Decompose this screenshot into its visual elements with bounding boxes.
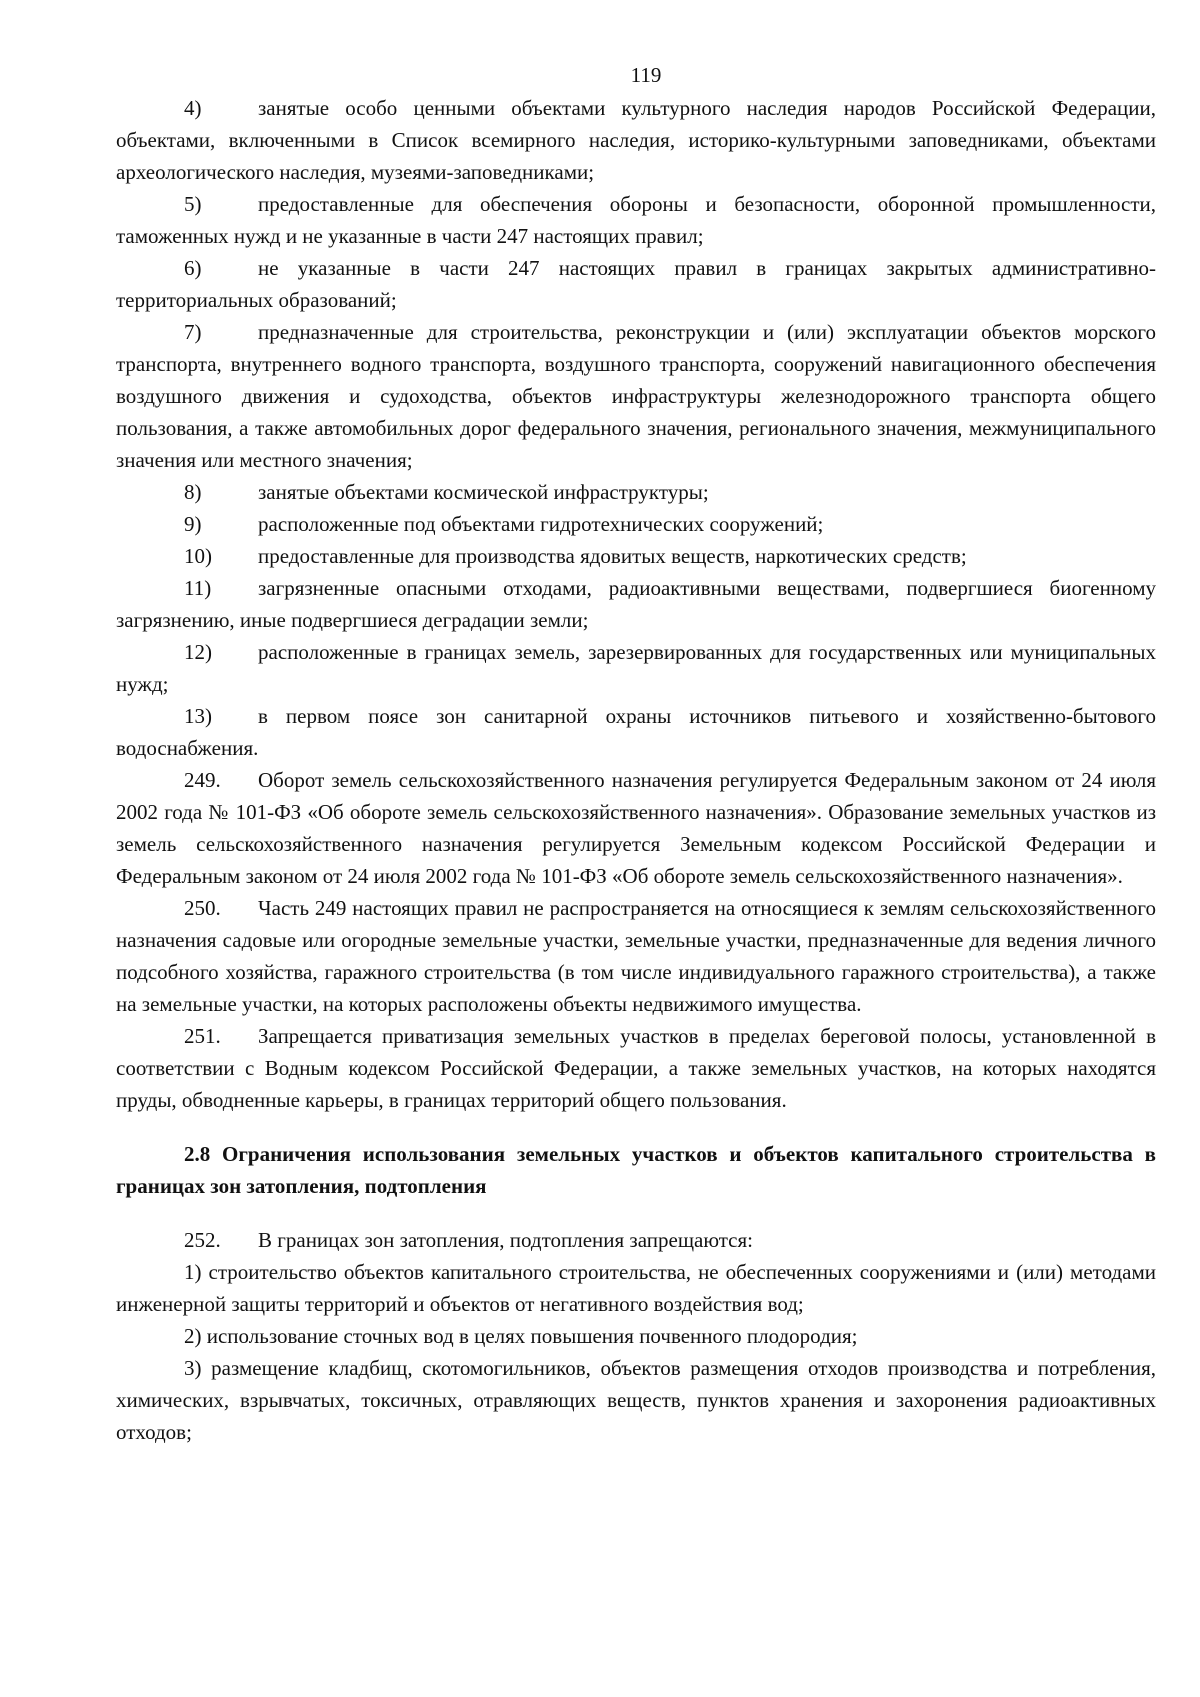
list-item-7: [116, 316, 1156, 476]
list-item-number: 10): [184, 544, 212, 568]
section-252: [116, 1224, 1156, 1256]
section-number: 250.: [184, 896, 221, 920]
list-item-9: [116, 508, 1156, 540]
section-249: [116, 764, 1156, 892]
list-item-text: не указанные в части 247 настоящих правил в границах закрытых административно-территориальных образований;: [116, 256, 1156, 312]
list-item-text: занятые особо ценными объектами культурного наследия народов Российской Федерации, объектами, включенными в Список всемирного наследия, историко-культурными заповедниками, объектами археологического наследия, музеями-заповедниками;: [116, 96, 1156, 184]
sub-item-2: 2) использование сточных вод в целях повышения почвенного плодородия;: [184, 1324, 858, 1348]
list-item-number: 9): [184, 512, 202, 536]
list-item-text: занятые объектами космической инфраструктуры;: [258, 480, 709, 504]
list-item-13: [116, 700, 1156, 764]
list-item-text: расположенные под объектами гидротехнических сооружений;: [258, 512, 824, 536]
page-number: 119: [630, 63, 662, 87]
list-item-number: 11): [184, 576, 212, 600]
section-text: Запрещается приватизация земельных участков в пределах береговой полосы, установленной в соответствии с Водным кодексом Российской Федерации, а также земельных участков, на которых находятся пруды, обводненные карьеры, в границах территорий общего пользования.: [116, 1024, 1156, 1112]
list-item-text: в первом поясе зон санитарной охраны источников питьевого и хозяйственно-бытового водоснабжения.: [116, 704, 1156, 760]
section-number: 252.: [184, 1228, 221, 1252]
list-item-text: предназначенные для строительства, реконструкции и (или) эксплуатации объектов морского транспорта, внутреннего водного транспорта, воздушного транспорта, сооружений навигационного обеспечения воздушного движения и судоходства, объектов инфраструктуры железнодорожного транспорта общего пользования, а также автомобильных дорог федерального значения, регионального значения, межмуниципального значения или местного значения;: [116, 320, 1156, 472]
sub-item-1: 1) строительство объектов капитального строительства, не обеспеченных сооружениями и (или) методами инженерной защиты территорий и объектов от негативного воздействия вод;: [116, 1260, 1156, 1316]
list-item-text: загрязненные опасными отходами, радиоактивными веществами, подвергшиеся биогенному загрязнению, иные подвергшиеся деградации земли;: [116, 576, 1156, 632]
list-item-number: 12): [184, 640, 212, 664]
section-heading: 2.8 Ограничения использования земельных участков и объектов капитального строительства в границах зон затопления, подтопления: [116, 1142, 1156, 1198]
section-text: Часть 249 настоящих правил не распространяется на относящиеся к землям сельскохозяйственного назначения садовые или огородные земельные участки, земельные участки, предназначенные для ведения личного подсобного хозяйства, гаражного строительства (в том числе индивидуального гаражного строительства), а также на земельные участки, на которых расположены объекты недвижимого имущества.: [116, 896, 1156, 1016]
list-item-number: 8): [184, 480, 202, 504]
list-item-5: [116, 188, 1156, 252]
list-item-10: [116, 540, 1156, 572]
list-item-8: [116, 476, 1156, 508]
document-page: [116, 60, 1156, 1448]
section-text: Оборот земель сельскохозяйственного назначения регулируется Федеральным законом от 24 июля 2002 года № 101-ФЗ «Об обороте земель сельскохозяйственного назначения». Образование земельных участков из земель сельскохозяйственного назначения регулируется Земельным кодексом Российской Федерации и Федеральным законом от 24 июля 2002 года № 101-ФЗ «Об обороте земель сельскохозяйственного назначения».: [116, 768, 1156, 888]
list-item-text: предоставленные для производства ядовитых веществ, наркотических средств;: [258, 544, 967, 568]
section-number: 249.: [184, 768, 221, 792]
list-item-number: 4): [184, 96, 202, 120]
list-item-11: [116, 572, 1156, 636]
section-250: [116, 892, 1156, 1020]
list-item-text: предоставленные для обеспечения обороны и безопасности, оборонной промышленности, таможенных нужд и не указанные в части 247 настоящих правил;: [116, 192, 1156, 248]
list-item-number: 7): [184, 320, 202, 344]
list-item-12: [116, 636, 1156, 700]
section-251: [116, 1020, 1156, 1116]
list-item-number: 5): [184, 192, 202, 216]
list-item-4: [116, 92, 1156, 188]
list-item-number: 6): [184, 256, 202, 280]
list-item-text: расположенные в границах земель, зарезервированных для государственных или муниципальных нужд;: [116, 640, 1156, 696]
section-text: В границах зон затопления, подтопления запрещаются:: [258, 1228, 753, 1252]
list-item-6: [116, 252, 1156, 316]
list-item-number: 13): [184, 704, 212, 728]
section-number: 251.: [184, 1024, 221, 1048]
sub-item-3: 3) размещение кладбищ, скотомогильников, объектов размещения отходов производства и потребления, химических, взрывчатых, токсичных, отравляющих веществ, пунктов хранения и захоронения радиоактивных отходов;: [116, 1356, 1156, 1444]
